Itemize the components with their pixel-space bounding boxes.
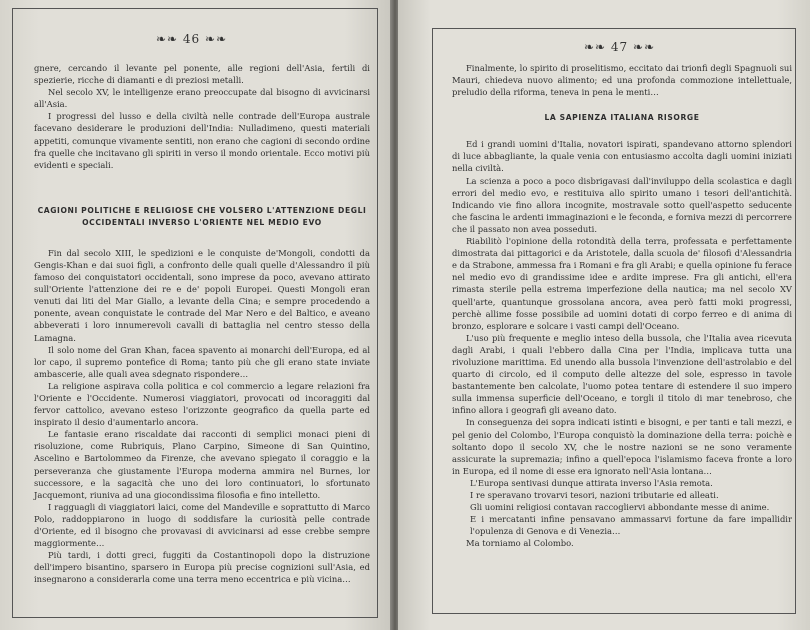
paragraph: La scienza a poco a poco disbrigavasi dall'inviluppo della scolastica e dagli errori del medio evo, e restituiva allo spirito umano i tesori dell'antichità. Indicando vie fino allora incognite, mostravale sotto quell'aspetto seducente che fascina le ardenti immaginazioni e le feconda, e forniva mezzi di percorrere che il passato non avea posseduti. xyxy=(452,175,792,234)
paragraph: Più tardi, i dotti greci, fuggiti da Costantinopoli dopo la distruzione dell'impero bisantino, sparsero in Europa più precise cognizioni sull'Asia, ed insegnarono a considerarla come una terra meno eccentrica e più vicina… xyxy=(34,550,370,585)
left-page-number: ❧❧ 46 ❧❧ xyxy=(156,32,228,46)
verse-line: Gli uomini religiosi contavan raccogliervi abbondante messe di anime. xyxy=(470,502,770,513)
paragraph: Riabilitò l'opinione della rotondità della terra, professata e perfettamente dimostrata dai pittagorici e da Aristotele, dalla scuola de' filosofi d'Alessandria e da Strabone, ammessa fra i Romani e fra gli Arabi; e quella opinione fu ferace nel medio evo di grandissime idee e ardite imprese. Fra gli antichi, ell'era rimasta sterile pella estrema imperfezione della nautica; ma nel secolo XV quell'arte, quantunque grossolana ancora, avea però fatti moki progressi, perchè allime fosse possibile ad uomini dotati di corpo ferreo e di anima di bronzo, esplorare e solcare i vasti campi dell'Oceano. xyxy=(452,236,792,331)
paragraph: Ed i grandi uomini d'Italia, novatori ispirati, spandevano attorno splendori di luce abbagliante, la quale venia con entusiasmo accolta dagli uomini iniziati nella civiltà. xyxy=(452,139,792,174)
paragraph: Finalmente, lo spirito di proselitismo, eccitato dai trionfi degli Spagnuoli sui Mauri, chiedeva nuovo alimento; ed una profonda commozione intellettuale, preludio della riforma, teneva in pena le menti… xyxy=(452,63,792,98)
verse-line: I re speravano trovarvi tesori, nazioni tributarie ed alleati. xyxy=(470,490,719,500)
section-heading: CAGIONI POLITICHE E RELIGIOSE CHE VOLSERO L'ATTENZIONE DEGLI OCCIDENTALI INVERSO L'ORIENTE NEL MEDIO EVO xyxy=(37,205,367,227)
left-page-text xyxy=(34,62,370,585)
paragraph: Il solo nome del Gran Khan, facea spavento ai monarchi dell'Europa, ed al lor capo, il supremo pontefice di Roma; tanto più che gli erano state inviate ambascerie, alle quali avea sdegnato rispondere… xyxy=(34,344,370,379)
closing-line: Ma torniamo al Colombo. xyxy=(466,538,574,549)
paragraph: In conseguenza dei sopra indicati istinti e bisogni, e per tanti e tali mezzi, e pel genio del Colombo, l'Europa conquistò la dominazione della terra: poichè e soltanto dopo il secolo XV, che le nostre nazioni se ne sono veramente assicurate la supremazia; infino a quell'epoca l'islamismo faceva fronte a loro in Europa, ed il nome di esse era ignorato nell'Asia lontana… xyxy=(452,417,792,476)
paragraph: Nel secolo XV, le intelligenze erano preoccupate dal bisogno di avvicinarsi all'Asia. xyxy=(34,87,370,110)
right-page-number: ❧❧ 47 ❧❧ xyxy=(584,40,656,54)
paragraph: I progressi del lusso e della civiltà nelle contrade dell'Europa australe facevano desiderare le produzioni dell'India: Nulladimeno, questi materiali appetiti, comunque vivamente sentiti, non erano che cagioni di secondo ordine fra quelle che incitavano gli spiriti in verso il mondo orientale. Ecco motivi più evidenti e speciali. xyxy=(34,111,370,170)
verse-block xyxy=(452,477,792,537)
paragraph: Fin dal secolo XIII, le spedizioni e le conquiste de'Mongoli, condotti da Gengis-Khan e dai suoi figli, a confronto delle quali quelle d'Alessandro il più famoso dei conquistatori occidentali, sono imprese da poco, avevano attirato sull'Oriente l'attenzione dei re e de' popoli Europei. Questi Mongoli eran venuti dai liti del Mar Giallo, a levante della Cina; e sempre procedendo a ponente, avean conquistate le contrade del Mar Nero e del Baltico, e aveano abbeverati i loro innumerevoli cavalli di battaglia nel centro stesso della Lamagna. xyxy=(34,247,370,343)
paragraph: I ragguagli di viaggiatori laici, come del Mandeville e soprattutto di Marco Polo, raddoppiarono in luogo di soddisfare la curiosità pelle contrade d'Oriente, ed il bisogno che provavasi di avvicinarsi ad esse crebbe sempre maggiormente… xyxy=(34,501,370,549)
paragraph: La religione aspirava colla politica e col commercio a legare relazioni fra l'Oriente e l'Occidente. Numerosi viaggiatori, provocati od incoraggiti dal fervor cattolico, avevano esteso l'orizzonte geografico da quella parte ed inspirato il desio d'aumentarlo ancora. xyxy=(34,380,370,428)
paragraph: Le fantasie erano riscaldate dai racconti di semplici monaci pieni di risoluzione, come Rubriquis, Plano Carpino, Simeone di San Quintino, Ascelino e Bartolommeo da Firenze, che avevano spiegato il coraggio e la perseveranza che giustamente l'Europa moderna ammira nel Burnes, lor successore, e la sagacità che uno dei loro continuatori, lo sfortunato Jacquemont, riuniva ad una giocondissima filosofia e fino intelletto. xyxy=(34,429,370,500)
paragraph: gnere, cercando il levante pel ponente, alle regioni dell'Asia, fertili di spezierie, ricche di diamanti e di preziosi metalli. xyxy=(34,63,370,86)
right-page-text xyxy=(452,62,792,549)
paragraph: L'uso più frequente e meglio inteso della bussola, che l'Italia avea ricevuta dagli Arabi, i quali l'ebbero dalla Cina per l'India, implicava tutta una rivoluzione marittima. Ed unendo alla bussola l'invenzione dell'astrolabio e del quarto di circolo, ed il computo delle altezze del sole, espresso in tavole bastantemente ben calcolate, l'uomo potea tentare di estendere il suo impero sulla immensa superficie dell'Oceano, e torgli il titolo di mar tenebroso, che infino allora i geografi gli aveano dato. xyxy=(452,332,792,416)
verse-line: L'Europa sentivasi dunque attirata inverso l'Asia remota. xyxy=(470,477,713,488)
left-page xyxy=(0,0,392,630)
section-heading: LA SAPIENZA ITALIANA RISORGE xyxy=(544,113,700,123)
verse-line: E i mercatanti infine pensavano ammassarvi fortune da fare impallidir l'opulenza di Genova e di Venezia… xyxy=(470,514,792,537)
right-page xyxy=(398,0,810,630)
